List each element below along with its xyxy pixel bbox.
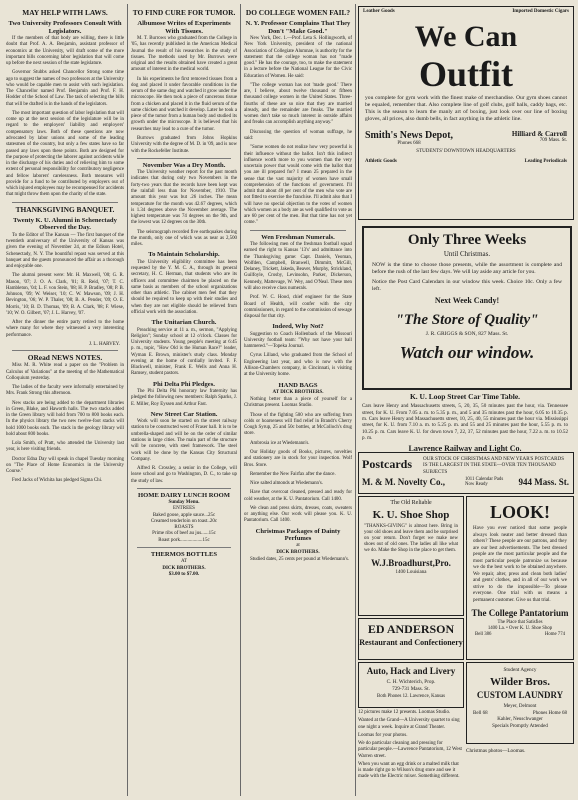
article-paragraph: The alumni present were: Mr. H. Maxwell, '00; G. R. Mason, '07; J. O. A. Clark, '01; R. Reid, '07; T. C. Hambleton, '04; L. F. von Stein, '08; H. P. Bradley, '08; P. B. Johnson, '09; W. Weiser, '10; C. W. Mawson, '09; J. H. Bevington, '06; W. P. Thaler, '08; B. A. Pender, '09; O. E. Morris, '10; B. D. Thomas, '09; B. A. Clark, '08; F. Wiese, '10; W. O. Gilbert, '07; J. L. Harvey, '07. xyxy=(6,273,124,316)
ad-owner: Hilliard & Carroll xyxy=(511,129,567,138)
ad-store: W.J.Broadhurst,Pro. xyxy=(371,558,451,569)
article-paragraph: Suggestion to Coach Hollenback of the Missouri University football team: "Why not have your ball hammered."—Topeka Journal. xyxy=(244,331,352,350)
column-4-ads xyxy=(358,6,574,794)
news-note: New stacks are being added to the department libraries in Green, Blake, and Haworth halls. The two stacks added in the Green library will hold from 700 to 800 books each. In the physics library the two new twelve-foot stacks will hold 1000 books each. The stack in the geology library will hold about 800 books. xyxy=(6,400,124,437)
article-paragraph: The following men of the freshman football squad earned the right to Kansas '13's' and admittance into the Thanksgiving game: Capt. Daniels, Yeoman, Wolfden, Campbell, Branwell, Dimmitt, McGill, Delaney, Trickett, Jakeda, Beaver, Murphy, Strickland, Guilfoyle, Crosby, Levinsohn, Parker, Dickerson, Kennedy, Mattevage, W. Wey, and O'Neal. These men will also receive class numerals. xyxy=(244,242,352,291)
column-3 xyxy=(244,6,352,794)
ad-title: K. U. Shoe Shop xyxy=(372,508,450,521)
menu-item: Baked goose, apple sauce...25c xyxy=(152,512,216,518)
ad-label: Student Agency xyxy=(503,667,537,673)
subheadline: N. Y. Professor Complains That They Don't "Make Good." xyxy=(245,20,351,35)
ad-address: 709 Mass. St. xyxy=(539,137,567,143)
menu-item: Creamed tenderloin on toast..20c xyxy=(150,518,218,524)
ad-store: AT DICK BROTHERS. xyxy=(272,389,324,395)
ad-phone: Phones Home 68 xyxy=(532,710,567,716)
ad-headline: HOME DAIRY LUNCH ROOM xyxy=(137,491,231,499)
article-paragraph: Preaching service at 11 a. m., sermon, "Applying Religion"; Sunday school at 12 o'clock. Classes for University students. Young people's meeting at 6:45 p. m., topic, "How Old is the Human Race?" leader, Wyman E. Brown, minister's study class. Monday evening at the home of cordially invited. F. F. Blackwell, minister, Frank E. Wells and Anna H. Ramsey, student pastors. xyxy=(131,327,237,377)
headline: Wen Freshman Numerals. xyxy=(261,233,335,241)
headline: ORead NEWS NOTES. xyxy=(27,352,103,362)
divider xyxy=(137,547,231,548)
headline: Phi Delta Phi Pledges. xyxy=(153,380,215,388)
column-rule xyxy=(355,4,356,796)
ad-title: ED ANDERSON xyxy=(367,622,455,636)
local-note: When you want an egg drink or a malted milk that is made right go to Wilson's drug store and see it made with the Electric mixer. Something different. xyxy=(358,761,460,780)
ad-street-car-timetable xyxy=(358,392,572,454)
article-paragraph: Prof. W. C. Hood, chief engineer for the State Board of Health, will confer with the city commissioners, in regard to the commission of sewage disposal for that city. xyxy=(244,295,352,320)
ad-address: 1400 Louisiana xyxy=(395,570,427,576)
subheadline: Twenty K. U. Alumni in Schenectady Observed the Day. xyxy=(13,216,117,232)
ad-company: Lawrence Railway and Light Co. xyxy=(408,443,522,453)
ad-store: DICK BROTHERS. xyxy=(276,549,320,555)
divider xyxy=(137,488,231,489)
article-paragraph: The Phi Delta Phi honorary law fraternity has pledged the following new members: Ralph Sparks, J. E. Miller, Roy Eyssen and Arthur Fast. xyxy=(131,389,237,407)
ad-headline: HAND BAGS xyxy=(278,381,318,389)
ad-owner: C. H. Wichterich, Prop. xyxy=(386,679,436,685)
ad-label: Leading Periodicals xyxy=(524,159,567,165)
ad-label: Imported Domestic Cigars xyxy=(512,9,569,14)
headline: Indeed, Why Not? xyxy=(272,323,324,331)
ad-phone: Phones 668 xyxy=(397,140,421,146)
article-paragraph: After the dinner the entire party retired to the home where many for where they witnessed a very interesting performance. xyxy=(6,320,124,338)
ad-address: 1400 La. • Over K. U. Shoe Shop xyxy=(487,625,553,631)
headline: MAY HELP WITH LAWS. xyxy=(22,8,108,17)
ad-subtitle: Until Christmas. xyxy=(443,250,491,258)
news-note: Fred Jacks of Wichita has pledged Sigma Chi. xyxy=(12,478,103,484)
ad-phone: Both Phones 12. Lawrence, Kansas xyxy=(377,694,445,699)
ad-store: M. & M. Novelty Co., xyxy=(362,477,445,487)
local-note: Nice salted almonds at Wiedemann's. xyxy=(250,481,323,487)
divider xyxy=(12,350,118,351)
headline: TO FIND CURE FOR TUMOR. xyxy=(132,8,236,17)
ad-subtitle: CUSTOM LAUNDRY xyxy=(476,689,564,700)
article-paragraph: Governor Stubbs asked Chancellor Strong some time ago to suggest the names of two professors at the University who would be capable men to assist with such legislation. The Chancellor named Prof. Benjamin and Prof. F. H. Hodder of the School of Law. The task of selecting the bills that will be drafted is in the hands of the legislators. xyxy=(6,70,124,107)
headline: To Maintain Scholarship. xyxy=(148,251,220,259)
ad-postcards xyxy=(358,452,574,494)
local-note: We clean and press skirts, dresses, coats, sweaters or anything else. Our work will please you. K. U. Pantatorium. Call 1400. xyxy=(244,505,352,524)
ad-address: 729-731 Mass. St. xyxy=(392,685,430,692)
article-paragraph: Discussing the question of woman suffrage, he said: xyxy=(244,129,352,142)
local-note: We do particular cleaning and pressing for particular people.—Lawrence Pantatorium, 12 West Warren street. xyxy=(358,741,462,759)
ad-note: 1011 Calendar Pads Now Ready xyxy=(465,477,504,488)
local-note: Ambrosia ice at Wiedemann's. xyxy=(250,440,310,446)
news-note: Doctor Edna Day will speak in chapel Tuesday morning on "The Place of Home Economics in the University Course." xyxy=(6,456,124,475)
divider xyxy=(137,158,231,159)
article-paragraph: The seismograph recorded five earthquakes during the month, only one of which was as near as 2,500 miles. xyxy=(131,229,237,248)
ad-label: The Old Reliable xyxy=(390,500,432,506)
ad-label: Athletic Goods xyxy=(365,159,397,165)
ad-body: Cars leave Henry and Massachusetts streets, 5, 20, 35, 50 minutes past the hour, via. Tennessee street, for K. U. From 7.05 a. m. to 5.35 p. m., and 5 and 35 minutes past the hour, 6.05 to 10.35 p. m. Cars leave Henry and Massachusetts street, 10, 25, 40, 55 minutes past the hour via. Mississippi street, for K. U. from 7.10 a. m. to 5.25 p. m. and 55 and 25 minutes past the hour, 5.55 p. m. to 10.25 p. m. Cars leave K. U. for down town 7, 22, 37, 52 minutes past the hour, 7.22 a. m. to 10.52 p. m. xyxy=(362,403,568,442)
subheadline: Albumose Writes of Experiments With Tissues. xyxy=(137,20,231,35)
ad-body: OUR STOCK OF CHRISTMAS AND NEW YEAR'S POSTCARDS IS THE LARGEST IN THE STATE—OVER TEN THOUSAND SUBJECTS xyxy=(423,456,565,475)
ad-slogan: The Place that Satisfies xyxy=(497,620,543,625)
article-paragraph: The University weather report for the past month indicates that during only two Novembers in the forty-two years that the records have been kept was the rainfall less than for November, 1910. The amount this year was but .26 inches. The mean temperature for the month was 42.67 degrees, which is 1.34 degrees above the November average. The highest temperature was 74 degrees on the 9th, and the lowest was 12 degrees on the 30th. xyxy=(131,170,237,226)
ad-smiths-news-depot xyxy=(358,6,574,220)
ad-owner: J. R. GRIGGS & SON, 827 Mass. St. xyxy=(425,330,509,337)
ad-slogan: "The Store of Quality" xyxy=(395,311,539,328)
local-note: Have that overcoat cleaned, pressed and ready for cold weather, at the K. U. Pantatorium. Call 1400. xyxy=(244,490,352,502)
local-note: Loomas for your photos. xyxy=(358,732,408,738)
local-note: Those of the fighting 500 who are suffering from colds or hoarseness will find relief in Brandt's Cherry Cough Syrup, 25 and 50c bottles, at McColloch's drug store. xyxy=(244,412,352,437)
ad-college-pantatorium xyxy=(466,496,574,660)
local-note: Christmas photos—Loomas. xyxy=(466,748,526,754)
local-note: 12 pictures make 12 presents. Loomas Studio. xyxy=(358,710,451,715)
ad-auto-hack-livery xyxy=(358,662,464,708)
local-notices xyxy=(358,710,462,781)
local-note: Wanted at the Grand—A University quartet to sing one night a week. Inquire at Grand Theater. xyxy=(358,718,460,730)
ad-address: 944 Mass. St. xyxy=(518,477,569,487)
ad-store: Smith's News Depot, xyxy=(365,129,454,141)
ad-phone: Bell 386 xyxy=(475,631,492,637)
ad-body: you complete for gym work with the finest make of merchandise. Our gym shoes cannot be equaled, remember that. Also complete line of golf clubs, golf balls, caddy bags, etc. This is the season to learn the manly art of boxing, just look over our line of boxing gloves, all prices, also dumb bells, in fact anything in the athletic line. xyxy=(365,95,567,122)
ad-big-text: Outfit xyxy=(419,54,513,94)
ad-people: Kahler, Neuschwanger xyxy=(497,716,543,722)
column-1 xyxy=(6,6,124,794)
menu-section: ROASTS xyxy=(174,525,194,531)
article-paragraph: "Some women do not realize how very powerful is their influence without the ballot. Isn't this indirect influence worth more to you women than the very uncertain power that would come with the ballot that you are ill prepared for? I mean 25 prepared in the sense that the vast majority of women have small comprehension of the functions of government. I'll admit that about 40 per cent of the men who vote are not fitted to exercise the franchise. I'll admit also that I will have no special objection to the votes of women which women as a body are as well qualified to vote as are 60 per cent of the men. But that time has not yet come." xyxy=(244,145,352,226)
ad-ed-anderson xyxy=(358,618,464,660)
ad-slogan: STUDENTS' DOWNTOWN HEADQUARTERS xyxy=(416,148,516,154)
ad-text: AT xyxy=(180,559,188,565)
ad-headline: THERMOS BOTTLES xyxy=(150,550,218,558)
menu-item: Prime ribs of beef au jus......15c xyxy=(152,531,216,537)
ad-title: Auto, Hack and Livery xyxy=(366,666,456,676)
news-note: Miss M. R. White read a paper on the "Problem in Calculus of Variations" at the meeting of the Mathematical Colloquium yesterday. xyxy=(6,363,124,381)
divider xyxy=(12,202,118,203)
signature: J. L. HARVEY. xyxy=(88,341,120,347)
headline: November Was a Dry Month. xyxy=(142,161,226,169)
menu-section: ENTREES xyxy=(173,506,195,512)
ad-store: DICK BROTHERS. xyxy=(162,565,206,571)
article-paragraph: The most important question of labor legislation that will come up at the next session of the legislature will be in regard to the employers' liability and employers' compensatory laws. Both of these questions are now advocated by labor unions and some of the leading statesmen of the country, but only a few states have so far passed any laws upon these points. Both are designed for the purpose of protecting the laborer against accidents while in the discharge of his duties and of relieving him to some extent of personal responsibility for contributory negligence and fellow laborers' carelessness. Both measures will provide for a fund to be contributed by employers out of which injured employees may be recompensed for accidents that might throw them upon the charity of the state. xyxy=(6,110,124,198)
article-paragraph: "The college woman has not 'made good.' There are, I believe, about twelve thousand or fifteen thousand college women in the United States. Three-fourths of these are so nice that they are married already, and the remainder are freaks. The married women don't take so much interest in outside affairs and freaks can accomplish anything anyway." xyxy=(244,82,352,126)
ad-body: Have you ever noticed that some people always look neater and better dressed than others? These people are our patrons, and they are our best advertisements. The best dressed people are the most particular people and the most particular people patronize us because we do the best work to be obtained anywhere. We repair, alter, press and clean both ladies' and gents' clothes, and in all of our work we strive to do the impossible—To please everyone. One trial with us means a permanent customer. Give us that trial. xyxy=(473,526,567,603)
ad-title: Only Three Weeks xyxy=(407,232,527,248)
column-rule xyxy=(240,4,241,796)
ad-wilder-bros-laundry xyxy=(466,662,574,744)
ad-slogan: Specials Promptly Attended xyxy=(492,724,548,729)
ad-phone: Bell 68 xyxy=(473,710,488,716)
article-paragraph: Cyrus Lilland, who graduated from the School of Engineering last year, and who is now with the Allison-Chambers company, in Cincinnati, is visiting at the University home. xyxy=(244,353,352,378)
ad-ku-shoe-shop xyxy=(358,496,464,616)
headline: New Street Car Station. xyxy=(150,410,218,418)
local-note: Studied dates, 25 cents per pound at Wiedemann's. xyxy=(250,556,350,562)
ad-body: NOW is the time to choose those presents, while the assortment is complete and before the rush of the last few days. We will lay aside any article for you. xyxy=(372,261,562,275)
article-paragraph: If the members of that body are willing, there is little doubt that Prof. A. A. Benjamin, assistant professor of economics at the University, will draft some of the more important bills concerning labor legislation that will come up before the next session of the state legislature. xyxy=(6,36,124,67)
ad-title: K. U. Loop Street Car Time Table. xyxy=(409,392,521,401)
news-note: Lola Smith, of Pratt, who attended the University last year, is here visiting friends. xyxy=(6,441,124,453)
ad-tagline: Watch our window. xyxy=(399,342,535,362)
ad-title: Postcards xyxy=(362,457,412,471)
local-note: Remember the New Fairfax after the dance. xyxy=(250,471,336,477)
menu-title: Sunday Menu. xyxy=(168,500,200,506)
ad-store: The College Pantatorium xyxy=(471,608,569,618)
ad-body: Notice the Post Card Calendars in our window this week. Choice 10c. Only a few left. xyxy=(372,278,562,292)
ad-text: at xyxy=(296,543,300,549)
article-paragraph: Burrows graduated from Johns Hopkins University with the degree of M. D. in '09, and is now with the Rockefeller Institute. xyxy=(131,136,237,154)
headline: The Unitarian Church. xyxy=(151,319,217,327)
news-note: The ladies of the faculty were informally entertained by Mrs. Frank Strong this afternoon. xyxy=(6,385,124,397)
ad-body: "THANKS-GIVING" is almost here. Bring in your old shoes and leave them and be surprised on your return. Don't forget we make new shoes out of old ones. The ladies all like what we do. Make the Shop in the place to get them. xyxy=(364,523,458,553)
article-paragraph: To the Editor of The Kansan — The first banquet of the twentieth anniversary of the University of Kansas was given the evening of November 24, at the Edison Hotel, Schenectady, N. Y. The bountiful repast was served at this banquet and the guests pronounced the affair as a thorough and enjoyable one. xyxy=(6,232,124,270)
column-2 xyxy=(131,6,237,794)
headline: DO COLLEGE WOMEN FAIL? xyxy=(245,8,351,17)
subheadline: Two University Professors Consult With Legislators. xyxy=(8,20,122,35)
ad-subtitle: Restaurant and Confectionery xyxy=(359,638,463,647)
headline: THANKSGIVING BANQUET. xyxy=(15,204,115,214)
ad-label: Leather Goods xyxy=(363,9,395,14)
article-paragraph: Work will soon be started on the street railway station to be constructed west of Fraser hall. It is to be umbrella-shaped and will be on the order of similar stations in large cities. The main part of the structure will be concrete, with steel framework. The steel work will be done by the Kansas City Structural Company. xyxy=(131,419,237,462)
ad-people: Meyer, Delmont xyxy=(503,703,537,709)
ad-title: LOOK! xyxy=(489,502,550,522)
ad-price: $3.00 to $7.00. xyxy=(168,571,200,577)
ad-title: Wilder Bros. xyxy=(490,675,550,688)
ad-big-text: We Can xyxy=(414,20,518,53)
article-paragraph: The University eligibility committee has been requested by the Y. M. C. A., through its general secretary, H. C. Herman, that students who are its officers and committee chairmen be placed on the same basis as members of the school organizations other than athletic. The cabinet men feel that they should be required to keep up with their studies and when they are not eligible should be relieved from official work with the association. xyxy=(131,259,237,315)
article-paragraph: In his experiments he first removed tissues from a dog and placed it under favorable conditions in the serum of the same dog and watched it grow under the microscope. He then took a piece of cancerous tissue from a chicken and placed it in the fluid serum of the same chicken and watched it develop. Later he took a piece of the tumor from a human body and studied its growth under the microscope. It is believed that his researches may lead to a cure of the tumor. xyxy=(131,76,237,132)
local-note: Our Holiday goods of Books, pictures, novelties and stationery are in stock for your inspection. Wolf Bros. Store. xyxy=(244,450,352,468)
ad-callout: Next Week Candy! xyxy=(434,295,500,305)
ad-griggs-store xyxy=(362,226,572,390)
ad-headline: Christmas Packages of Dainty Perfumes xyxy=(255,527,341,543)
ad-phone: Home 774 xyxy=(544,631,565,637)
article-paragraph: M. T. Burrows who graduated from the College in '05, has recently published in the American Medical Journal the result of his researches in the study of tissues. The methods used by Mr. Burrows were original and the results obtained have created a great amount of interest in the medical world. xyxy=(131,36,237,73)
divider xyxy=(250,230,346,231)
column-rule xyxy=(127,4,128,796)
article-paragraph: Alfred R. Crossley, a senior in the College, will leave school and go to Washington, D. C., to take up the study of law. xyxy=(131,466,237,484)
article-paragraph: New York, Dec. 1.—Prof. Leta S. Hollingworth, of New York University, president of the national Association of Collegiate Alumnae, is authority for the statement that the college woman has not "made good." He has the courage, too, to make the statement in a lecture before the National League for the Civic Education of Women. He said: xyxy=(244,36,352,79)
menu-item: Roast pork..................15c xyxy=(158,537,210,543)
local-note: Nothing better than a piece of yourself for a Christmas present. Loomas Studio. xyxy=(244,397,352,409)
